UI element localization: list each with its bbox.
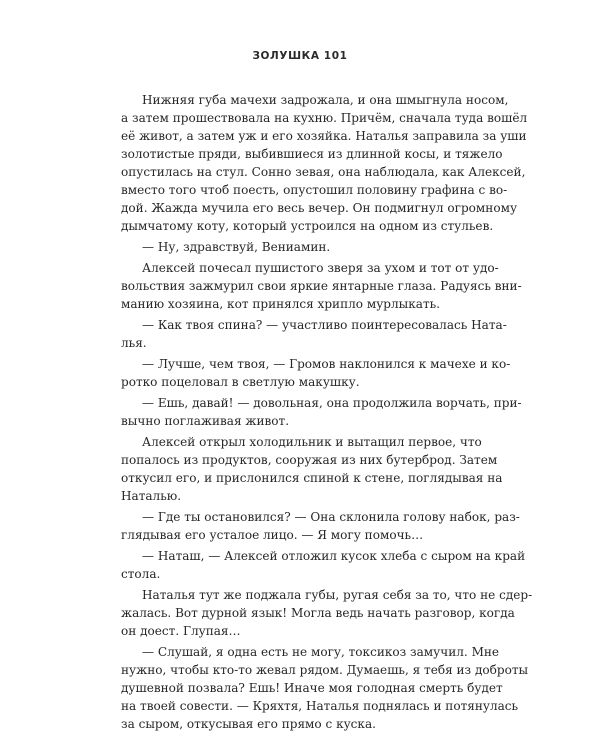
- running-header: ЗОЛУШКА 101: [252, 50, 348, 62]
- text-line: вольствия зажмурил свои яркие янтарные глаза. Радуясь вни-: [121, 279, 522, 293]
- text-line: а затем прошествовала на кухню. Причём, сначала туда вошёл: [121, 111, 528, 125]
- text-line: — Ешь, давай! — довольная, она продолжила ворчать, при-: [142, 396, 522, 410]
- paragraph: [121, 91, 528, 235]
- text-line: опустилась на стул. Сонно зевая, она наблюдала, как Алексей,: [121, 165, 526, 179]
- text-line: на твоей совести. — Кряхтя, Наталья поднялась и потянулась: [121, 699, 519, 713]
- paragraph: [121, 259, 522, 313]
- text-line: Алексей открыл холодильник и вытащил первое, что: [142, 435, 482, 449]
- text-line: душевной позвала? Ешь! Иначе моя голодная смерть будет: [121, 681, 503, 695]
- paragraph: [121, 355, 511, 391]
- text-line: золотистые пряди, выбившиеся из длинной косы, и тяжело: [121, 147, 503, 161]
- paragraph: [121, 394, 522, 430]
- paragraph: [121, 433, 503, 505]
- paragraph: [121, 238, 473, 256]
- paragraph: [121, 508, 520, 544]
- text-line: — Ну, здравствуй, Вениамин.: [142, 240, 331, 254]
- text-line: манию хозяина, кот принялся хрипло мурлыкать.: [121, 297, 441, 311]
- text-line: — Лучше, чем твоя, — Громов наклонился к мачехе и ко-: [142, 357, 511, 371]
- text-line: вместо того чтоб поесть, опустошил половину графина с во-: [121, 183, 508, 197]
- text-line: — Наташ, — Алексей отложил кусок хлеба с сыром на край: [142, 549, 526, 563]
- text-line: её живот, а затем уж и его хозяйка. Наталья заправила за уши: [121, 129, 527, 143]
- text-line: нужно, чтобы кто-то жевал рядом. Думаешь, я тебя из доброты: [121, 663, 529, 677]
- text-line: — Слушай, я одна есть не могу, токсикоз замучил. Мне: [142, 645, 500, 659]
- paragraph: [121, 586, 533, 640]
- text-line: лья.: [121, 336, 147, 350]
- text-line: — Как твоя спина? — участливо поинтересовалась Ната-: [142, 318, 507, 332]
- text-line: ротко поцеловал в светлую макушку.: [121, 375, 360, 389]
- body-text: [121, 91, 533, 736]
- text-line: вычно поглаживая живот.: [121, 414, 290, 428]
- text-line: он доест. Глупая…: [121, 624, 241, 638]
- text-line: Алексей почесал пушистого зверя за ухом и тот от удо-: [142, 261, 499, 275]
- text-line: глядывая его усталое лицо. — Я могу помочь…: [121, 528, 424, 542]
- text-line: Наталья тут же поджала губы, ругая себя за то, что не сдер-: [142, 588, 533, 602]
- text-line: дой. Жажда мучила его весь вечер. Он подмигнул огромному: [121, 201, 518, 215]
- paragraph: [121, 316, 507, 352]
- text-line: откусил его, и прислонился спиной к стене, поглядывая на: [121, 471, 503, 485]
- text-line: попалось из продуктов, сооружая из них бутерброд. Затем: [121, 453, 498, 467]
- text-line: — Где ты остановился? — Она склонила голову набок, раз-: [142, 510, 520, 524]
- text-line: жалась. Вот дурной язык! Могла ведь начать разговор, когда: [121, 606, 515, 620]
- text-line: стола.: [121, 567, 161, 581]
- text-line: Нижняя губа мачехи задрожала, и она шмыгнула носом,: [142, 93, 509, 107]
- paragraph: [121, 547, 526, 583]
- text-line: за сыром, откусывая его прямо с куска.: [121, 717, 376, 731]
- text-line: Наталью.: [121, 489, 182, 503]
- text-line: дымчатому коту, который устроился на одном из стульев.: [121, 219, 494, 233]
- paragraph: [121, 643, 529, 733]
